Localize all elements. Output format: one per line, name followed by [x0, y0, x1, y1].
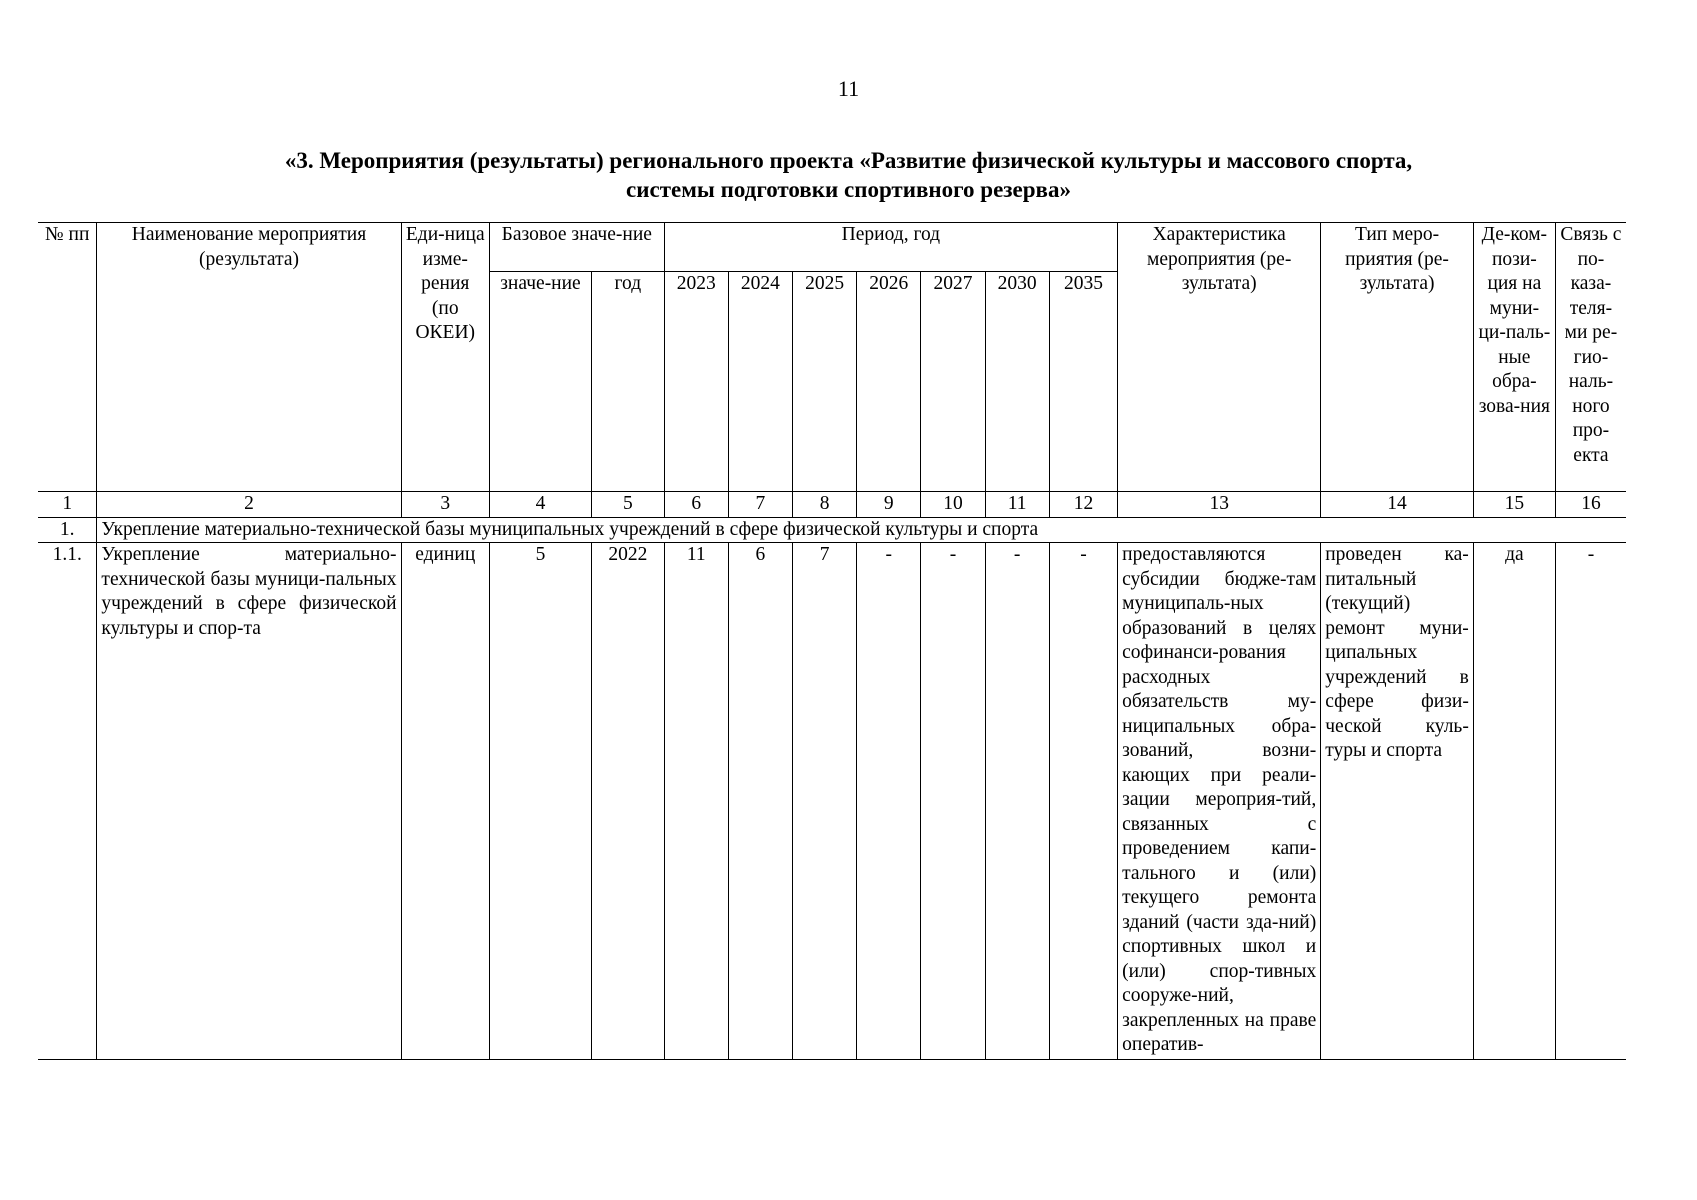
header-type: Тип меро-приятия (ре-зультата) [1321, 223, 1474, 492]
column-number: 3 [401, 492, 489, 518]
column-number: 1 [38, 492, 97, 518]
table-row [38, 543, 1626, 1060]
column-number: 8 [793, 492, 857, 518]
header-year-2035: 2035 [1049, 272, 1117, 492]
column-number: 13 [1118, 492, 1321, 518]
header-no: № пп [38, 223, 97, 492]
header-year-2027: 2027 [921, 272, 985, 492]
header-period: Период, год [664, 223, 1118, 272]
header-base-value: значе-ние [489, 272, 591, 492]
column-number: 2 [97, 492, 401, 518]
header-year-2026: 2026 [857, 272, 921, 492]
header-year-2023: 2023 [664, 272, 728, 492]
column-number: 4 [489, 492, 591, 518]
column-number: 5 [592, 492, 665, 518]
column-number: 10 [921, 492, 985, 518]
header-unit: Еди-ница изме-рения (по ОКЕИ) [401, 223, 489, 492]
section-title-line-2: системы подготовки спортивного резерва» [626, 177, 1071, 202]
row-link: - [1555, 543, 1626, 1060]
row-value-2030: - [985, 543, 1049, 1060]
row-type: проведен ка-питальный (текущий) ремонт муни-ципальных учреждений в сфере физи-ческой куль-туры и спорта [1321, 543, 1474, 1060]
row-number: 1.1. [38, 543, 97, 1060]
column-number: 7 [728, 492, 792, 518]
header-link: Связь с по-каза-теля-ми ре-гио-наль-ного про-екта [1555, 223, 1626, 492]
header-row-1 [38, 223, 1626, 272]
header-base: Базовое значе-ние [489, 223, 664, 272]
group-number: 1. [38, 517, 97, 543]
row-base-year: 2022 [592, 543, 665, 1060]
page-number: 11 [837, 76, 860, 101]
header-year-2024: 2024 [728, 272, 792, 492]
group-name: Укрепление материально-технической базы муниципальных учреждений в сфере физической культуры и спорта [97, 517, 1626, 543]
header-year-2025: 2025 [793, 272, 857, 492]
header-year-2030: 2030 [985, 272, 1049, 492]
column-number: 14 [1321, 492, 1474, 518]
row-name: Укрепление материально-технической базы муници-пальных учреждений в сфере физической культуры и спор-та [97, 543, 401, 1060]
row-base-value: 5 [489, 543, 591, 1060]
row-decomposition: да [1473, 543, 1555, 1060]
row-unit: единиц [401, 543, 489, 1060]
column-number: 11 [985, 492, 1049, 518]
column-number: 9 [857, 492, 921, 518]
row-value-2024: 6 [728, 543, 792, 1060]
header-decomposition: Де-ком-пози-ция на муни-ци-паль-ные обра-зова-ния [1473, 223, 1555, 492]
section-title-line-1: «3. Мероприятия (результаты) регионального проекта «Развитие физической культуры и массового спорта, [284, 148, 1413, 173]
column-numbers-row [38, 492, 1626, 518]
row-value-2025: 7 [793, 543, 857, 1060]
measures-table [38, 222, 1626, 1060]
header-characteristic: Характеристика мероприятия (ре-зультата) [1118, 223, 1321, 492]
row-characteristic: предоставляются субсидии бюдже-там муниципаль-ных образований в целях софинанси-рования расходных обязательств му-ниципальных обра-зований, возни-кающих при реали-зации мероприя-тий, связанных с проведением капи-тального и (или) текущего ремонта зданий (части зда-ний) спортивных школ и (или) спор-тивных сооруже-ний, закрепленных на праве оператив- [1118, 543, 1321, 1060]
row-value-2026: - [857, 543, 921, 1060]
column-number: 16 [1555, 492, 1626, 518]
section-title [0, 146, 1697, 204]
column-number: 15 [1473, 492, 1555, 518]
column-number: 6 [664, 492, 728, 518]
group-row [38, 517, 1626, 543]
row-value-2027: - [921, 543, 985, 1060]
header-name: Наименование мероприятия (результата) [97, 223, 401, 492]
column-number: 12 [1049, 492, 1117, 518]
row-value-2023: 11 [664, 543, 728, 1060]
row-value-2035: - [1049, 543, 1117, 1060]
header-base-year: год [592, 272, 665, 492]
